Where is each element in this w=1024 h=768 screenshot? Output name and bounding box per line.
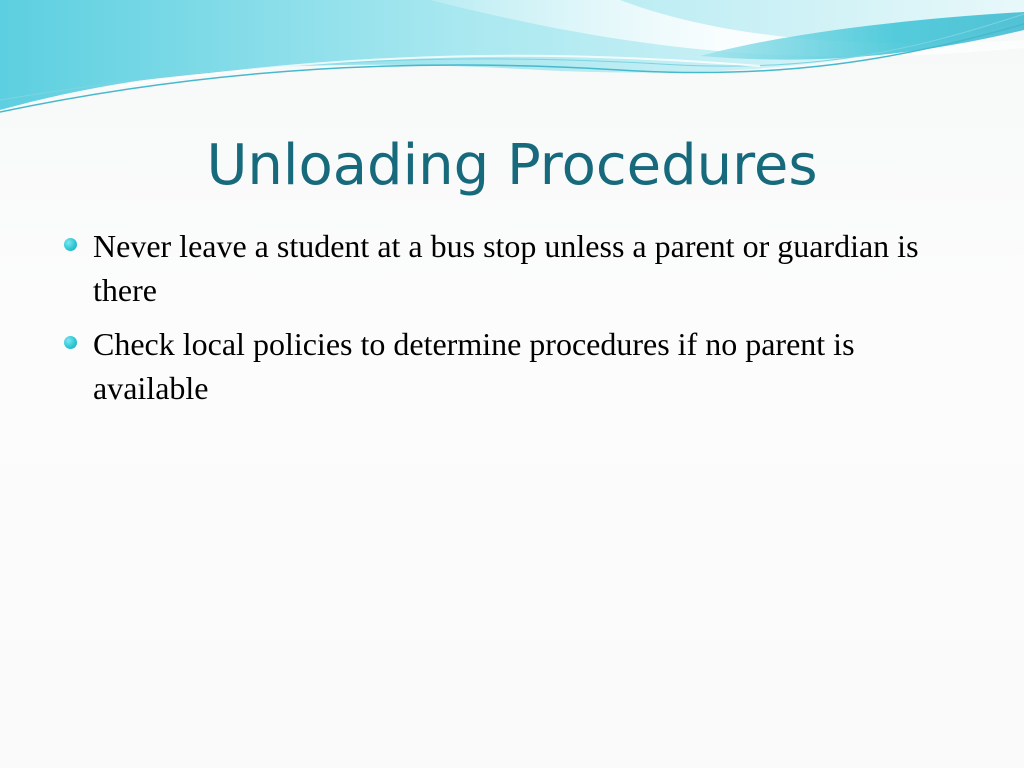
decorative-wave-header: [0, 0, 1024, 130]
bullet-list: [62, 224, 942, 420]
bullet-item: [62, 322, 942, 410]
slide-title: Unloading Procedures: [206, 133, 818, 198]
bullet-dot-icon: [64, 238, 77, 251]
bullet-text: Never leave a student at a bus stop unless a parent or guardian is there: [93, 228, 919, 308]
bullet-item: [62, 224, 942, 312]
bullet-text: Check local policies to determine procedures if no parent is available: [93, 326, 855, 406]
bullet-dot-icon: [64, 336, 77, 349]
